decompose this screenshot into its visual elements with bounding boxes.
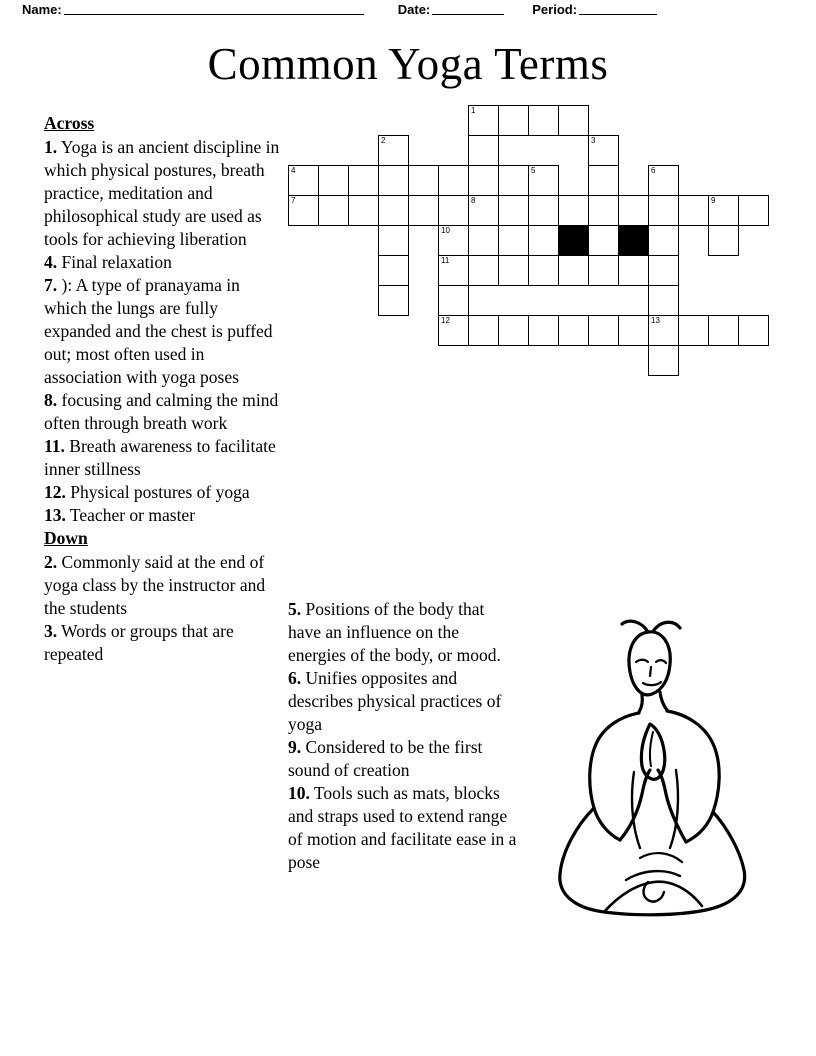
clue-number: 13. [44,505,66,525]
clue-across-7 [44,274,280,389]
grid-cell[interactable] [708,225,739,256]
date-label: Date: [397,2,431,17]
grid-cell[interactable] [438,255,469,286]
clue-down-3 [44,620,280,666]
clue-down-9 [288,736,518,782]
clue-across-1 [44,136,280,251]
clue-text: Words or groups that are repeated [44,621,234,664]
clue-number: 4. [44,252,58,272]
clue-text: ): A type of pranayama in which the lungs are fully expanded and the chest is puffed out; most often used in association with yoga poses [44,275,273,387]
grid-cell[interactable] [438,315,469,346]
grid-cell-number: 2 [381,136,386,145]
clue-text: Commonly said at the end of yoga class by the instructor and the students [44,552,266,618]
grid-cell[interactable] [588,315,619,346]
grid-cell[interactable] [528,165,559,196]
grid-cell[interactable] [348,165,379,196]
grid-cell[interactable] [588,225,619,256]
clue-number: 2. [44,552,58,572]
grid-cell[interactable] [438,225,469,256]
clue-number: 11. [44,436,65,456]
grid-cell[interactable] [498,105,529,136]
grid-cell-blocked [558,225,589,256]
grid-cell[interactable] [468,225,499,256]
clue-number: 3. [44,621,58,641]
clue-across-12 [44,481,280,504]
grid-cell[interactable] [528,195,559,226]
clue-number: 6. [288,668,302,688]
date-blank[interactable] [432,2,504,15]
grid-cell-blocked [618,225,649,256]
grid-cell[interactable] [318,195,349,226]
grid-cell[interactable] [378,135,409,166]
down-heading: Down [44,528,88,548]
grid-cell[interactable] [558,195,589,226]
grid-cell[interactable] [498,255,529,286]
crossword-grid[interactable] [288,105,778,425]
clue-text: Tools such as mats, blocks and straps used to extend range of motion and facilitate ease in a pose [288,783,517,872]
grid-cell[interactable] [378,165,409,196]
grid-cell[interactable] [468,135,499,166]
clue-down-10 [288,782,518,874]
clue-text: Physical postures of yoga [65,482,250,502]
clue-number: 9. [288,737,302,757]
grid-cell[interactable] [498,225,529,256]
grid-cell-number: 9 [711,196,716,205]
clue-text: Positions of the body that have an influence on the energies of the body, or mood. [288,599,501,665]
grid-cell[interactable] [678,315,709,346]
clue-text: Yoga is an ancient discipline in which physical postures, breath practice, meditation and philosophical study are used as tools for achieving liberation [44,137,280,249]
grid-cell[interactable] [618,255,649,286]
worksheet-header [22,2,794,22]
grid-cell[interactable] [588,165,619,196]
grid-cell-number: 12 [441,316,450,325]
grid-cell[interactable] [708,195,739,226]
grid-cell-number: 1 [471,106,476,115]
grid-cell[interactable] [468,105,499,136]
clue-text: focusing and calming the mind often through breath work [44,390,279,433]
grid-cell[interactable] [408,165,439,196]
period-blank[interactable] [579,2,657,15]
grid-cell[interactable] [558,255,589,286]
clue-number: 12. [44,482,66,502]
grid-cell[interactable] [468,255,499,286]
clue-down-6 [288,667,518,736]
grid-cell[interactable] [408,195,439,226]
clue-number: 5. [288,599,302,619]
clue-number: 10. [288,783,310,803]
grid-cell[interactable] [558,315,589,346]
period-label: Period: [532,2,578,17]
grid-cell-number: 6 [651,166,656,175]
grid-cell[interactable] [468,195,499,226]
grid-cell[interactable] [648,225,679,256]
grid-cell[interactable] [438,285,469,316]
clue-text: Teacher or master [65,505,196,525]
clue-down-5 [288,598,518,667]
page-title: Common Yoga Terms [207,39,609,89]
clue-number: 8. [44,390,58,410]
grid-cell[interactable] [708,315,739,346]
grid-cell[interactable] [318,165,349,196]
grid-cell[interactable] [648,315,679,346]
grid-cell[interactable] [618,195,649,226]
name-label: Name: [22,2,62,17]
grid-cell-number: 10 [441,226,450,235]
clues-column-middle [288,598,518,874]
grid-cell[interactable] [738,315,769,346]
grid-cell[interactable] [288,165,319,196]
grid-cell[interactable] [468,315,499,346]
name-blank[interactable] [64,2,364,15]
grid-cell[interactable] [498,195,529,226]
grid-cell[interactable] [528,315,559,346]
grid-cell[interactable] [438,195,469,226]
clues-column-left [44,112,280,666]
grid-cell[interactable] [288,195,319,226]
grid-cell[interactable] [378,225,409,256]
clue-text: Unifies opposites and describes physical practices of yoga [288,668,502,734]
grid-cell-number: 5 [531,166,536,175]
across-heading: Across [44,113,95,133]
grid-cell[interactable] [648,195,679,226]
grid-cell[interactable] [588,195,619,226]
grid-cell[interactable] [558,105,589,136]
grid-cell-number: 8 [471,196,476,205]
grid-cell[interactable] [648,165,679,196]
grid-cell[interactable] [378,285,409,316]
grid-cell[interactable] [648,345,679,376]
grid-cell-number: 7 [291,196,296,205]
seated-meditating-figure [530,612,780,932]
grid-cell[interactable] [648,255,679,286]
clue-across-8 [44,389,280,435]
grid-cell[interactable] [528,255,559,286]
clue-across-11 [44,435,280,481]
grid-cell[interactable] [738,195,769,226]
grid-cell[interactable] [348,195,379,226]
grid-cell-number: 4 [291,166,296,175]
grid-cell[interactable] [378,195,409,226]
clue-text: Breath awareness to facilitate inner stillness [44,436,276,479]
grid-cell[interactable] [438,165,469,196]
grid-cell-number: 11 [441,256,450,265]
grid-cell[interactable] [618,315,649,346]
grid-cell[interactable] [588,255,619,286]
grid-cell[interactable] [588,135,619,166]
grid-cell[interactable] [498,315,529,346]
grid-cell[interactable] [528,105,559,136]
clue-across-4 [44,251,280,274]
clue-text: Considered to be the first sound of creation [288,737,483,780]
grid-cell[interactable] [468,165,499,196]
grid-cell[interactable] [378,255,409,286]
grid-cell[interactable] [648,285,679,316]
grid-cell[interactable] [678,195,709,226]
clue-across-13 [44,504,280,527]
clue-number: 1. [44,137,58,157]
grid-cell-number: 3 [591,136,596,145]
grid-cell-number: 13 [651,316,660,325]
clue-text: Final relaxation [57,252,172,272]
clue-down-2 [44,551,280,620]
clue-number: 7. [44,275,58,295]
grid-cell[interactable] [528,225,559,256]
grid-cell[interactable] [498,165,529,196]
